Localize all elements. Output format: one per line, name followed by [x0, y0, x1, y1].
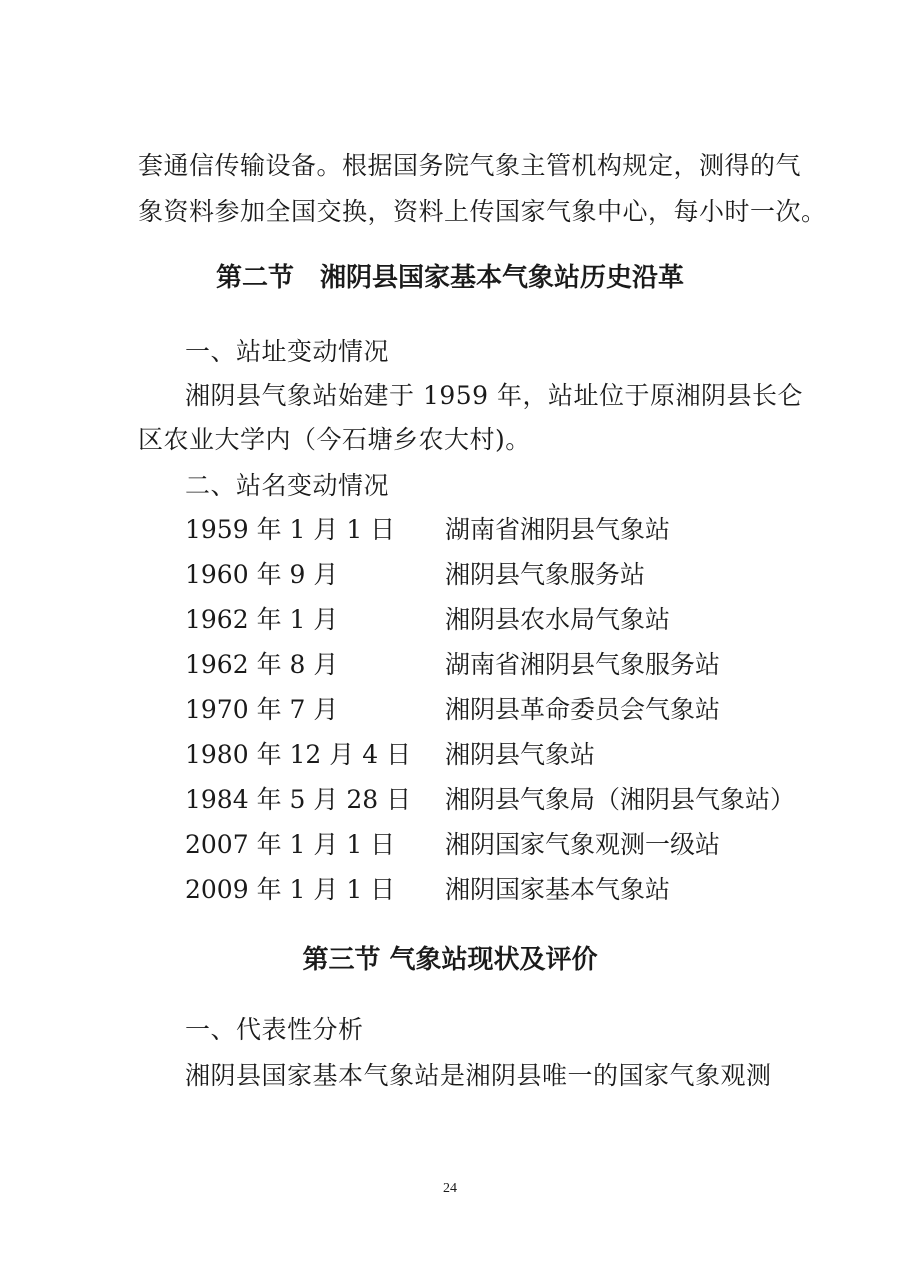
history-station-name: 湘阴县农水局气象站 [445, 605, 671, 634]
history-row [185, 649, 805, 681]
history-date: 2009 年 1 月 1 日 [185, 875, 396, 904]
history-station-name: 湘阴县气象局（湘阴县气象站） [445, 785, 796, 814]
history-row [185, 784, 805, 816]
intro-line-1: 套通信传输设备。根据国务院气象主管机构规定，测得的气 [138, 151, 802, 180]
history-date: 1980 年 12 月 4 日 [185, 740, 412, 769]
history-row [185, 874, 805, 906]
section-3-paragraph-line-1: 湘阴县国家基本气象站是湘阴县唯一的国家气象观测 [185, 1061, 772, 1090]
history-station-name: 湘阴国家气象观测一级站 [445, 830, 721, 859]
name-change-subheading: 二、站名变动情况 [185, 471, 390, 500]
section-3-title: 第三节 气象站现状及评价 [302, 945, 598, 975]
history-date: 1960 年 9 月 [185, 560, 339, 589]
history-date: 1970 年 7 月 [185, 695, 339, 724]
history-station-name: 湘阴县革命委员会气象站 [445, 695, 721, 724]
page-number: 24 [443, 1181, 457, 1196]
history-station-name: 湘阴县气象服务站 [445, 560, 646, 589]
history-row [185, 694, 805, 726]
history-row [185, 514, 805, 546]
history-station-name: 湘阴县气象站 [445, 740, 596, 769]
history-station-name: 湖南省湘阴县气象服务站 [445, 650, 721, 679]
site-change-subheading: 一、站址变动情况 [185, 337, 390, 366]
history-station-name: 湘阴国家基本气象站 [445, 875, 671, 904]
intro-line-2: 象资料参加全国交换，资料上传国家气象中心，每小时一次。 [138, 197, 827, 226]
history-date: 2007 年 1 月 1 日 [185, 830, 396, 859]
history-date: 1962 年 1 月 [185, 605, 339, 634]
history-row [185, 604, 805, 636]
history-row [185, 559, 805, 591]
section-2-title: 第二节 湘阴县国家基本气象站历史沿革 [215, 263, 684, 293]
history-date: 1959 年 1 月 1 日 [185, 515, 396, 544]
site-paragraph-line-1: 湘阴县气象站始建于 1959 年，站址位于原湘阴县长仑 [185, 381, 804, 410]
history-station-name: 湖南省湘阴县气象站 [445, 515, 671, 544]
history-date: 1984 年 5 月 28 日 [185, 785, 412, 814]
history-date: 1962 年 8 月 [185, 650, 339, 679]
history-row [185, 829, 805, 861]
history-row [185, 739, 805, 771]
representativeness-subheading: 一、代表性分析 [185, 1015, 364, 1044]
site-paragraph-line-2: 区农业大学内（今石塘乡农大村)。 [138, 425, 531, 454]
